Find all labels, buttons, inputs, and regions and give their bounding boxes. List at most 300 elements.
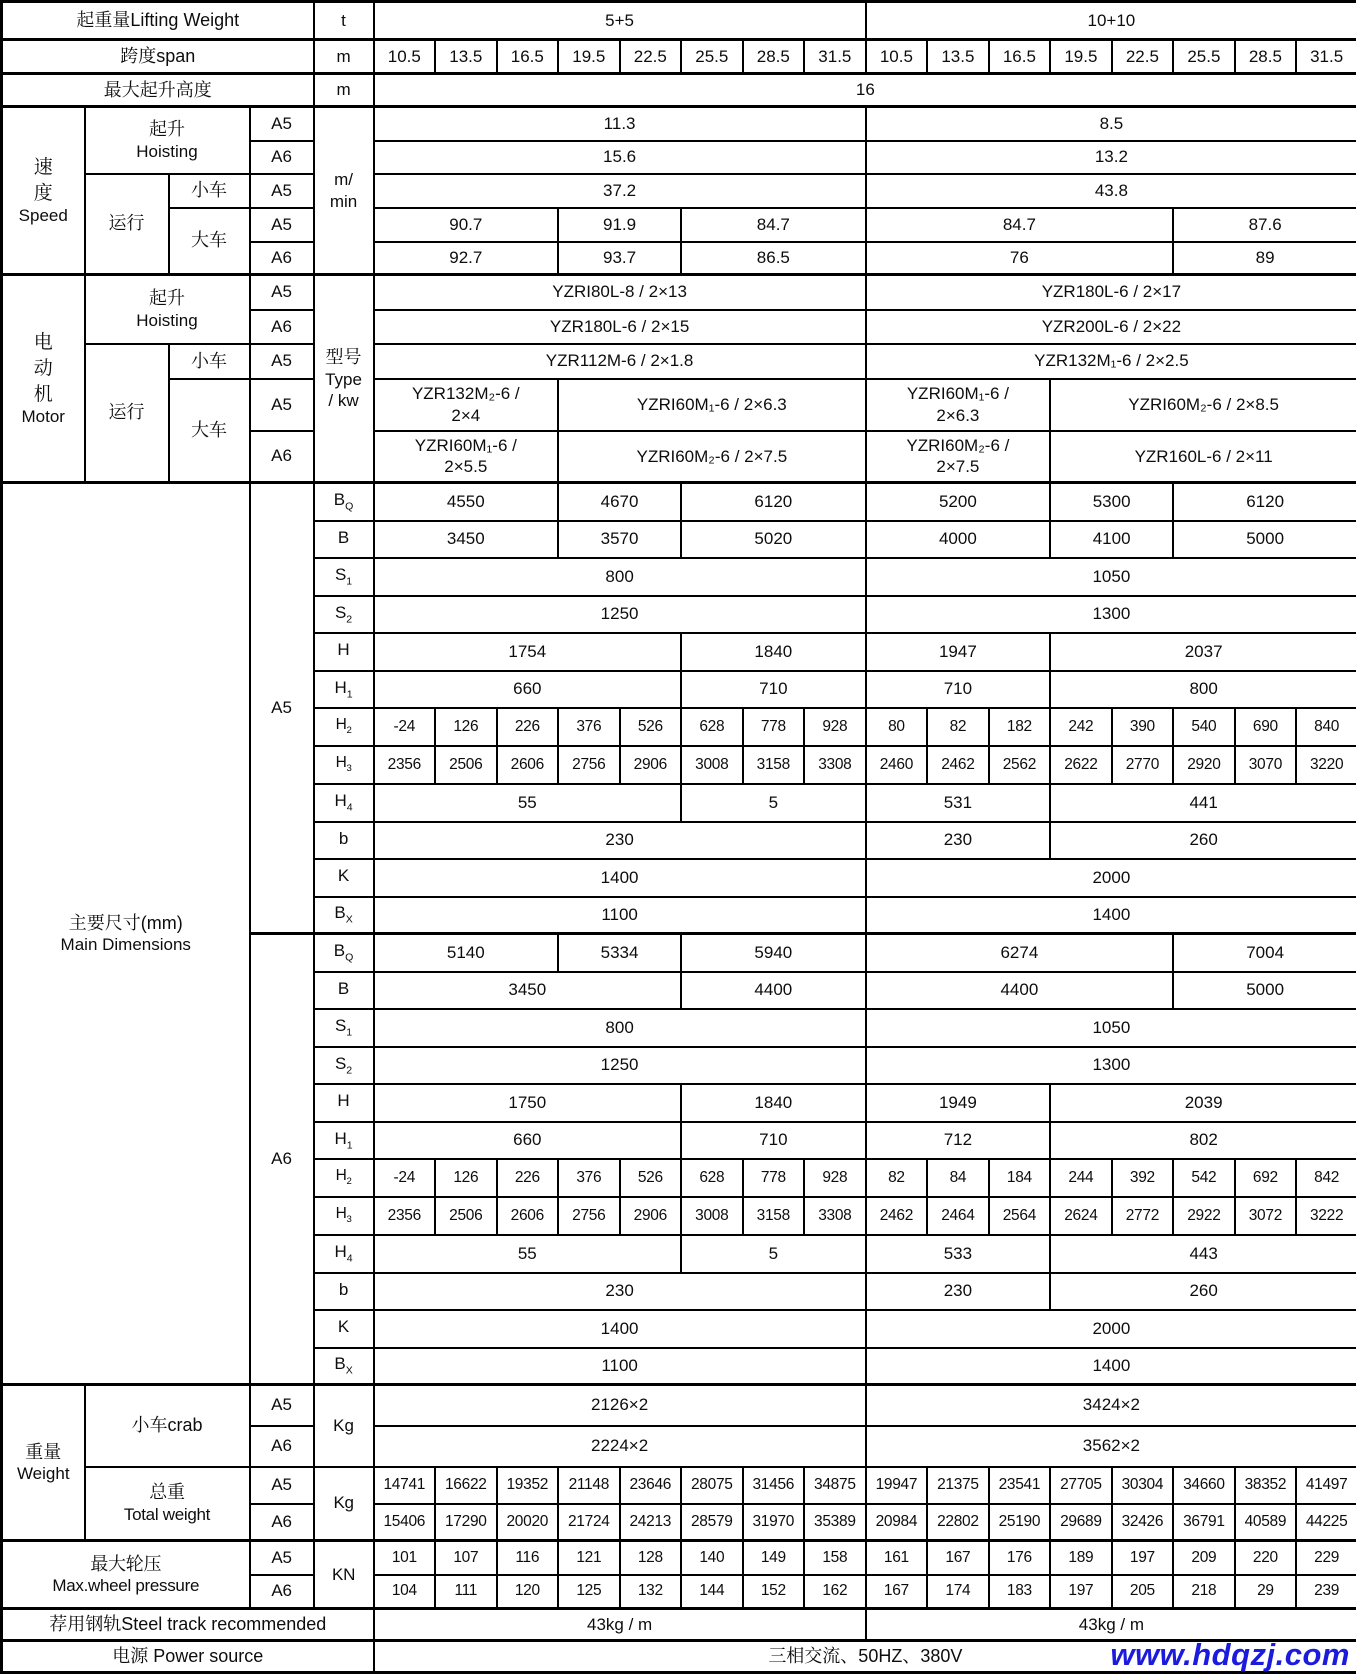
speed-value-cell: 87.6 <box>1173 208 1356 242</box>
dim-value-cell: 1050 <box>866 558 1356 596</box>
total-weight-cell: 25190 <box>989 1504 1051 1541</box>
watermark-text: www.hdqzj.com <box>1110 1637 1350 1672</box>
dim-value-cell: 390 <box>1112 708 1174 746</box>
grade-cell: A6 <box>250 1575 314 1609</box>
dim-value-cell: 778 <box>743 1159 805 1197</box>
motor-type-cell: YZRI60M₁-6 / 2×5.5 <box>374 431 559 483</box>
dim-value-cell: 126 <box>435 1159 497 1197</box>
motor-group-label <box>2 275 85 483</box>
grade-cell: A6 <box>250 1426 314 1467</box>
total-weight-cell: 19947 <box>866 1467 928 1504</box>
wheel-pressure-cell: 161 <box>866 1541 928 1575</box>
dim-value-cell: 2506 <box>435 1197 497 1235</box>
dim-value-cell: 3450 <box>374 521 559 558</box>
total-weight-cell: 35389 <box>804 1504 866 1541</box>
wheel-pressure-cell: 197 <box>1050 1575 1112 1609</box>
wheel-pressure-cell: 101 <box>374 1541 436 1575</box>
pressure-unit: KN <box>314 1541 374 1609</box>
dim-value-cell: 3450 <box>374 972 682 1009</box>
dim-value-cell: 2464 <box>927 1197 989 1235</box>
crab-weight-cell: 3424×2 <box>866 1385 1356 1426</box>
param-label: $H_1$ <box>314 1122 374 1159</box>
span-value-cell: 10.5 <box>374 40 436 74</box>
dim-value-cell: 540 <box>1173 708 1235 746</box>
dim-value-cell: 242 <box>1050 708 1112 746</box>
dim-value-cell: 244 <box>1050 1159 1112 1197</box>
dim-value-cell: 1100 <box>374 897 866 934</box>
dim-value-cell: 7004 <box>1173 934 1356 972</box>
dim-value-cell: 800 <box>1050 671 1356 708</box>
param-label: B <box>314 972 374 1009</box>
dim-value-cell: 6274 <box>866 934 1174 972</box>
grade-cell: A6 <box>250 242 314 275</box>
speed-value-cell: 8.5 <box>866 107 1356 141</box>
dim-value-cell: 4550 <box>374 483 559 521</box>
crab-weight-cell: 3562×2 <box>866 1426 1356 1467</box>
wheel-pressure-cell: 140 <box>681 1541 743 1575</box>
dim-value-cell: 443 <box>1050 1235 1356 1273</box>
dim-value-cell: 226 <box>497 1159 559 1197</box>
motor-group-en: Motor <box>21 407 65 427</box>
total-weight-cell: 36791 <box>1173 1504 1235 1541</box>
grade-cell: A5 <box>250 483 314 934</box>
span-value-cell: 28.5 <box>743 40 805 74</box>
total-weight-cell: 27705 <box>1050 1467 1112 1504</box>
total-weight-cell: 32426 <box>1112 1504 1174 1541</box>
dim-value-cell: 80 <box>866 708 928 746</box>
speed-hoisting-label: 起升 Hoisting <box>85 107 250 174</box>
motor-type-cell: YZR180L-6 / 2×17 <box>866 275 1356 310</box>
capacity-group-5-5: 5+5 <box>374 2 866 40</box>
param-label: H <box>314 1084 374 1122</box>
speed-group-en: Speed <box>18 206 68 226</box>
dim-value-cell: 1300 <box>866 596 1356 633</box>
grade-cell: A6 <box>250 141 314 174</box>
motor-group-zh: 电动机 <box>33 332 53 405</box>
total-weight-cell: 34660 <box>1173 1467 1235 1504</box>
speed-value-cell: 76 <box>866 242 1174 275</box>
param-label: $H_1$ <box>314 671 374 708</box>
total-weight-cell: 41497 <box>1296 1467 1356 1504</box>
grade-cell: A6 <box>250 934 314 1385</box>
dim-value-cell: 1050 <box>866 1009 1356 1047</box>
wheel-pressure-cell: 29 <box>1235 1575 1297 1609</box>
dim-value-cell: 82 <box>866 1159 928 1197</box>
total-weight-cell: 21375 <box>927 1467 989 1504</box>
speed-value-cell: 37.2 <box>374 174 866 208</box>
speed-group-zh: 速度 <box>33 157 53 204</box>
dim-value-cell: 3570 <box>558 521 681 558</box>
grade-cell: A6 <box>250 431 314 483</box>
wheel-pressure-cell: 205 <box>1112 1575 1174 1609</box>
dim-value-cell: 5 <box>681 1235 866 1273</box>
dim-value-cell: 2039 <box>1050 1084 1356 1122</box>
span-value-cell: 25.5 <box>681 40 743 74</box>
wheel-pressure-cell: 162 <box>804 1575 866 1609</box>
param-label: $H_3$ <box>314 1197 374 1235</box>
power-source-label: 电源 Power source <box>2 1641 374 1673</box>
span-value-cell: 28.5 <box>1235 40 1297 74</box>
dim-value-cell: 526 <box>620 708 682 746</box>
dim-value-cell: 3072 <box>1235 1197 1297 1235</box>
param-label: $H_2$ <box>314 1159 374 1197</box>
dim-value-cell: 126 <box>435 708 497 746</box>
dim-value-cell: 1250 <box>374 596 866 633</box>
crab-weight-cell: 2126×2 <box>374 1385 866 1426</box>
dim-value-cell: 84 <box>927 1159 989 1197</box>
dim-value-cell: 2506 <box>435 746 497 784</box>
wheel-pressure-cell: 125 <box>558 1575 620 1609</box>
grade-cell: A5 <box>250 174 314 208</box>
speed-bridge-label: 大车 <box>169 208 250 275</box>
dim-value-cell: 2606 <box>497 1197 559 1235</box>
span-label: 跨度span <box>2 40 314 74</box>
dim-value-cell: 2922 <box>1173 1197 1235 1235</box>
dim-value-cell: 710 <box>681 1122 866 1159</box>
dim-value-cell: 2460 <box>866 746 928 784</box>
dim-value-cell: 230 <box>866 1273 1051 1310</box>
dim-value-cell: 3008 <box>681 1197 743 1235</box>
dim-value-cell: 4670 <box>558 483 681 521</box>
grade-cell: A6 <box>250 310 314 344</box>
dim-value-cell: 5000 <box>1173 972 1356 1009</box>
dim-value-cell: 2562 <box>989 746 1051 784</box>
weight-unit: Kg <box>314 1467 374 1541</box>
dim-value-cell: 2000 <box>866 1310 1356 1348</box>
dim-value-cell: 82 <box>927 708 989 746</box>
dim-value-cell: 1100 <box>374 1348 866 1385</box>
total-weight-cell: 24213 <box>620 1504 682 1541</box>
total-weight-cell: 21148 <box>558 1467 620 1504</box>
wheel-pressure-cell: 111 <box>435 1575 497 1609</box>
dim-value-cell: 1400 <box>374 1310 866 1348</box>
dim-value-cell: 2920 <box>1173 746 1235 784</box>
total-weight-cell: 21724 <box>558 1504 620 1541</box>
dim-value-cell: 5300 <box>1050 483 1173 521</box>
speed-value-cell: 90.7 <box>374 208 559 242</box>
capacity-group-10-10: 10+10 <box>866 2 1356 40</box>
dim-value-cell: 5334 <box>558 934 681 972</box>
param-label: H <box>314 633 374 671</box>
dim-value-cell: 778 <box>743 708 805 746</box>
speed-value-cell: 84.7 <box>681 208 866 242</box>
motor-type-cell: YZRI60M₁-6 / 2×6.3 <box>866 379 1051 431</box>
grade-cell: A5 <box>250 208 314 242</box>
wheel-pressure-cell: 104 <box>374 1575 436 1609</box>
wheel-pressure-cell: 120 <box>497 1575 559 1609</box>
total-weight-cell: 38352 <box>1235 1467 1297 1504</box>
span-value-cell: 22.5 <box>620 40 682 74</box>
dim-value-cell: 2462 <box>927 746 989 784</box>
dim-value-cell: 1840 <box>681 1084 866 1122</box>
motor-bridge-label: 大车 <box>169 379 250 483</box>
dim-value-cell: 2037 <box>1050 633 1356 671</box>
dim-value-cell: 230 <box>374 822 866 859</box>
motor-type-cell: YZRI60M₁-6 / 2×6.3 <box>558 379 866 431</box>
motor-type-cell: YZR132M₁-6 / 2×2.5 <box>866 344 1356 379</box>
dim-value-cell: 3158 <box>743 1197 805 1235</box>
dim-value-cell: 5020 <box>681 521 866 558</box>
dim-value-cell: 2622 <box>1050 746 1112 784</box>
total-weight-cell: 23646 <box>620 1467 682 1504</box>
dim-value-cell: 2462 <box>866 1197 928 1235</box>
dim-value-cell: 2356 <box>374 1197 436 1235</box>
wheel-pressure-cell: 128 <box>620 1541 682 1575</box>
span-value-cell: 16.5 <box>497 40 559 74</box>
speed-value-cell: 15.6 <box>374 141 866 174</box>
dim-value-cell: 4400 <box>866 972 1174 1009</box>
total-weight-cell: 14741 <box>374 1467 436 1504</box>
max-height-value: 16 <box>374 74 1356 107</box>
total-weight-cell: 40589 <box>1235 1504 1297 1541</box>
total-weight-cell: 17290 <box>435 1504 497 1541</box>
dim-value-cell: 2000 <box>866 859 1356 897</box>
param-label: b <box>314 822 374 859</box>
power-source-value: 三相交流、50HZ、380V <box>374 1641 1356 1673</box>
speed-value-cell: 11.3 <box>374 107 866 141</box>
dim-value-cell: 2906 <box>620 746 682 784</box>
param-label: $H_3$ <box>314 746 374 784</box>
steel-track-value: 43kg / m <box>374 1609 866 1641</box>
dim-value-cell: 3158 <box>743 746 805 784</box>
max-height-unit: m <box>314 74 374 107</box>
dim-value-cell: 376 <box>558 1159 620 1197</box>
span-value-cell: 31.5 <box>1296 40 1356 74</box>
dimensions-group-label: 主要尺寸(mm) Main Dimensions <box>2 483 250 1385</box>
motor-type-cell: YZR132M₂-6 / 2×4 <box>374 379 559 431</box>
dim-value-cell: 5140 <box>374 934 559 972</box>
dim-value-cell: 2356 <box>374 746 436 784</box>
motor-type-cell: YZR160L-6 / 2×11 <box>1050 431 1356 483</box>
grade-cell: A5 <box>250 1541 314 1575</box>
wheel-pressure-cell: 174 <box>927 1575 989 1609</box>
motor-trolley-label: 小车 <box>169 344 250 379</box>
dim-value-cell: 2564 <box>989 1197 1051 1235</box>
grade-cell: A6 <box>250 1504 314 1541</box>
dim-value-cell: 3308 <box>804 746 866 784</box>
motor-type-cell: YZRI60M₂-6 / 2×8.5 <box>1050 379 1356 431</box>
weight-group-label: 重量 Weight <box>2 1385 85 1541</box>
steel-track-label: 荐用钢轨Steel track recommended <box>2 1609 374 1641</box>
dim-value-cell: 260 <box>1050 1273 1356 1310</box>
span-value-cell: 31.5 <box>804 40 866 74</box>
dim-value-cell: 712 <box>866 1122 1051 1159</box>
dim-value-cell: 55 <box>374 784 682 822</box>
motor-running-label: 运行 <box>85 344 169 483</box>
dim-value-cell: 5200 <box>866 483 1051 521</box>
wheel-pressure-cell: 132 <box>620 1575 682 1609</box>
span-value-cell: 25.5 <box>1173 40 1235 74</box>
wheel-pressure-cell: 152 <box>743 1575 805 1609</box>
dim-value-cell: 260 <box>1050 822 1356 859</box>
total-weight-label: 总重 Total weight <box>85 1467 250 1541</box>
dim-value-cell: 5000 <box>1173 521 1356 558</box>
grade-cell: A5 <box>250 344 314 379</box>
span-value-cell: 13.5 <box>927 40 989 74</box>
speed-group-label <box>2 107 85 275</box>
max-height-label: 最大起升高度 <box>2 74 314 107</box>
wheel-pressure-cell: 197 <box>1112 1541 1174 1575</box>
speed-value-cell: 93.7 <box>558 242 681 275</box>
dim-value-cell: 2772 <box>1112 1197 1174 1235</box>
dim-value-cell: 3070 <box>1235 746 1297 784</box>
dim-value-cell: 3220 <box>1296 746 1356 784</box>
dim-value-cell: 1750 <box>374 1084 682 1122</box>
span-value-cell: 19.5 <box>1050 40 1112 74</box>
dim-value-cell: 531 <box>866 784 1051 822</box>
dim-value-cell: 660 <box>374 1122 682 1159</box>
motor-type-cell: YZRI60M₂-6 / 2×7.5 <box>866 431 1051 483</box>
span-unit: m <box>314 40 374 74</box>
dim-value-cell: 5 <box>681 784 866 822</box>
wheel-pressure-cell: 107 <box>435 1541 497 1575</box>
param-label: $S_2$ <box>314 1047 374 1084</box>
dim-value-cell: 4400 <box>681 972 866 1009</box>
wheel-pressure-cell: 239 <box>1296 1575 1356 1609</box>
wheel-pressure-cell: 167 <box>927 1541 989 1575</box>
motor-hoisting-label: 起升 Hoisting <box>85 275 250 344</box>
dim-value-cell: 928 <box>804 708 866 746</box>
span-value-cell: 10.5 <box>866 40 928 74</box>
param-label: $B_Q$ <box>314 483 374 521</box>
dim-value-cell: 1300 <box>866 1047 1356 1084</box>
dim-value-cell: 3308 <box>804 1197 866 1235</box>
dim-value-cell: 2906 <box>620 1197 682 1235</box>
grade-cell: A5 <box>250 1467 314 1504</box>
grade-cell: A5 <box>250 1385 314 1426</box>
wheel-pressure-cell: 189 <box>1050 1541 1112 1575</box>
dim-value-cell: 2756 <box>558 746 620 784</box>
dim-value-cell: 660 <box>374 671 682 708</box>
wheel-pressure-cell: 176 <box>989 1541 1051 1575</box>
dim-value-cell: 710 <box>866 671 1051 708</box>
dim-value-cell: 800 <box>374 1009 866 1047</box>
total-weight-cell: 20020 <box>497 1504 559 1541</box>
param-label: K <box>314 859 374 897</box>
wheel-pressure-cell: 158 <box>804 1541 866 1575</box>
dim-value-cell: 230 <box>866 822 1051 859</box>
param-label: $H_2$ <box>314 708 374 746</box>
dim-value-cell: 2756 <box>558 1197 620 1235</box>
param-label: $B_X$ <box>314 897 374 934</box>
lifting-weight-unit: t <box>314 2 374 40</box>
dim-value-cell: 802 <box>1050 1122 1356 1159</box>
wheel-pressure-cell: 167 <box>866 1575 928 1609</box>
wheel-pressure-cell: 183 <box>989 1575 1051 1609</box>
span-value-cell: 19.5 <box>558 40 620 74</box>
dim-value-cell: 1400 <box>866 1348 1356 1385</box>
total-weight-cell: 19352 <box>497 1467 559 1504</box>
span-value-cell: 13.5 <box>435 40 497 74</box>
dim-value-cell: 6120 <box>681 483 866 521</box>
dim-value-cell: 1400 <box>374 859 866 897</box>
dim-value-cell: 842 <box>1296 1159 1356 1197</box>
total-weight-cell: 31456 <box>743 1467 805 1504</box>
param-label: B <box>314 521 374 558</box>
wheel-pressure-cell: 218 <box>1173 1575 1235 1609</box>
total-weight-cell: 44225 <box>1296 1504 1356 1541</box>
motor-type-cell: YZR180L-6 / 2×15 <box>374 310 866 344</box>
dim-value-cell: 184 <box>989 1159 1051 1197</box>
weight-unit: Kg <box>314 1385 374 1467</box>
total-weight-cell: 22802 <box>927 1504 989 1541</box>
total-weight-cell: 16622 <box>435 1467 497 1504</box>
dim-value-cell: 628 <box>681 708 743 746</box>
speed-running-label: 运行 <box>85 174 169 275</box>
motor-type-cell: YZR200L-6 / 2×22 <box>866 310 1356 344</box>
span-value-cell: 16.5 <box>989 40 1051 74</box>
param-label: b <box>314 1273 374 1310</box>
speed-value-cell: 91.9 <box>558 208 681 242</box>
dim-value-cell: 1947 <box>866 633 1051 671</box>
dim-value-cell: 542 <box>1173 1159 1235 1197</box>
dim-value-cell: 4100 <box>1050 521 1173 558</box>
dim-value-cell: 3008 <box>681 746 743 784</box>
dim-value-cell: 710 <box>681 671 866 708</box>
dim-value-cell: 928 <box>804 1159 866 1197</box>
dim-value-cell: 2606 <box>497 746 559 784</box>
grade-cell: A5 <box>250 107 314 141</box>
grade-cell: A5 <box>250 275 314 310</box>
dim-value-cell: 800 <box>374 558 866 596</box>
speed-value-cell: 92.7 <box>374 242 559 275</box>
param-label: $B_X$ <box>314 1348 374 1385</box>
dim-value-cell: 5940 <box>681 934 866 972</box>
dim-value-cell: 1400 <box>866 897 1356 934</box>
dim-value-cell: 533 <box>866 1235 1051 1273</box>
crab-weight-label: 小车crab <box>85 1385 250 1467</box>
dim-value-cell: 1949 <box>866 1084 1051 1122</box>
dim-value-cell: 1754 <box>374 633 682 671</box>
dim-value-cell: 441 <box>1050 784 1356 822</box>
speed-value-cell: 89 <box>1173 242 1356 275</box>
motor-unit: 型号 Type / kw <box>314 275 374 483</box>
total-weight-cell: 28075 <box>681 1467 743 1504</box>
wheel-pressure-cell: 149 <box>743 1541 805 1575</box>
speed-value-cell: 13.2 <box>866 141 1356 174</box>
dim-value-cell: 6120 <box>1173 483 1356 521</box>
dim-value-cell: 392 <box>1112 1159 1174 1197</box>
dim-value-cell: 2624 <box>1050 1197 1112 1235</box>
param-label: $S_1$ <box>314 558 374 596</box>
speed-value-cell: 86.5 <box>681 242 866 275</box>
speed-value-cell: 43.8 <box>866 174 1356 208</box>
total-weight-cell: 15406 <box>374 1504 436 1541</box>
total-weight-cell: 30304 <box>1112 1467 1174 1504</box>
dim-value-cell: 2770 <box>1112 746 1174 784</box>
wheel-pressure-label: 最大轮压 Max.wheel pressure <box>2 1541 250 1609</box>
motor-type-cell: YZRI60M₂-6 / 2×7.5 <box>558 431 866 483</box>
speed-value-cell: 84.7 <box>866 208 1174 242</box>
total-weight-cell: 23541 <box>989 1467 1051 1504</box>
speed-trolley-label: 小车 <box>169 174 250 208</box>
dim-value-cell: 376 <box>558 708 620 746</box>
dim-value-cell: -24 <box>374 708 436 746</box>
dim-value-cell: 230 <box>374 1273 866 1310</box>
motor-type-cell: YZR112M-6 / 2×1.8 <box>374 344 866 379</box>
wheel-pressure-cell: 220 <box>1235 1541 1297 1575</box>
dim-value-cell: 692 <box>1235 1159 1297 1197</box>
param-label: $S_1$ <box>314 1009 374 1047</box>
dim-value-cell: 4000 <box>866 521 1051 558</box>
dim-value-cell: 3222 <box>1296 1197 1356 1235</box>
param-label: $H_4$ <box>314 1235 374 1273</box>
wheel-pressure-cell: 144 <box>681 1575 743 1609</box>
dim-value-cell: 840 <box>1296 708 1356 746</box>
param-label: $B_Q$ <box>314 934 374 972</box>
param-label: $S_2$ <box>314 596 374 633</box>
dim-value-cell: 55 <box>374 1235 682 1273</box>
